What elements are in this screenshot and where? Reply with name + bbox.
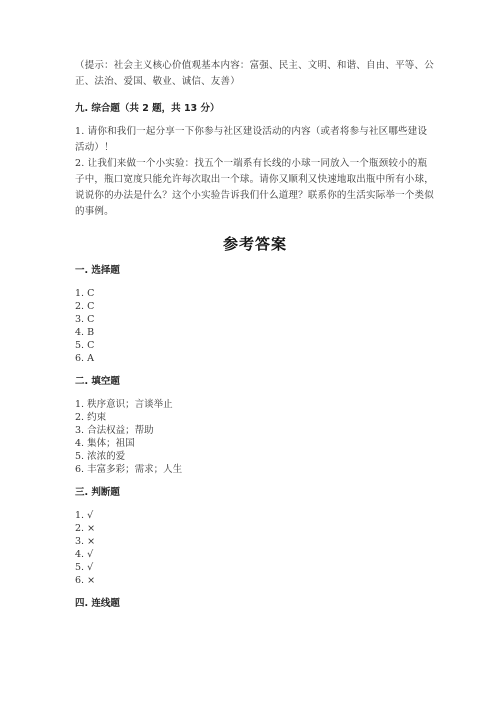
answers-title: 参考答案 — [222, 235, 287, 253]
list-item: 4. 集体；祖国 — [75, 438, 135, 449]
list-item: 3. × — [75, 536, 96, 547]
list-item: 3. 合法权益；帮助 — [75, 425, 154, 436]
match-section-title: 四. 连线题 — [75, 598, 120, 609]
fill-section-title: 二. 填空题 — [75, 376, 120, 387]
list-item: 3. C — [75, 314, 95, 325]
list-item: 5. √ — [75, 562, 94, 573]
hint-text: （提示：社会主义核心价值观基本内容：富强、民主、文明、和谐、自由、平等、公正、法治、爱国、敬业、诚信、友善） — [75, 60, 434, 87]
list-item: 5. C — [75, 340, 95, 351]
list-item: 2. × — [75, 523, 96, 534]
judge-section-title: 三. 判断题 — [75, 487, 120, 498]
list-item: 2. C — [75, 301, 95, 312]
document-page — [75, 58, 435, 611]
section-9-title: 九. 综合题（共 2 题，共 13 分） — [75, 103, 220, 114]
list-item: 1. C — [75, 288, 95, 299]
list-item: 4. √ — [75, 549, 94, 560]
list-item: 5. 浓浓的爱 — [75, 451, 126, 462]
list-item: 1. √ — [75, 510, 94, 521]
question-1: 1. 请你和我们一起分享一下你参与社区建设活动的内容（或者将参与社区哪些建设活动）！ — [75, 126, 428, 153]
choice-answer-list — [75, 287, 435, 365]
question-2: 2. 让我们来做一个小实验：找五个一端系有长线的小球一同放入一个瓶颈较小的瓶子中，瓶口宽度只能允许每次取出一个球。请你又顺利又快速地取出瓶中所有小球，说说你的办法是什么？这个小实验告诉我们什么道理？联系你的生活实际举一个类似的事例。 — [75, 158, 434, 217]
list-item: 4. B — [75, 327, 95, 338]
choice-section-title: 一. 选择题 — [75, 265, 120, 276]
list-item: 2. 约束 — [75, 412, 107, 423]
judge-answer-list — [75, 509, 435, 587]
fill-answer-list — [75, 398, 435, 476]
list-item: 6. × — [75, 575, 96, 586]
list-item: 1. 秩序意识；言谈举止 — [75, 399, 173, 410]
list-item: 6. 丰富多彩；需求；人生 — [75, 464, 183, 475]
list-item: 6. A — [75, 353, 94, 364]
